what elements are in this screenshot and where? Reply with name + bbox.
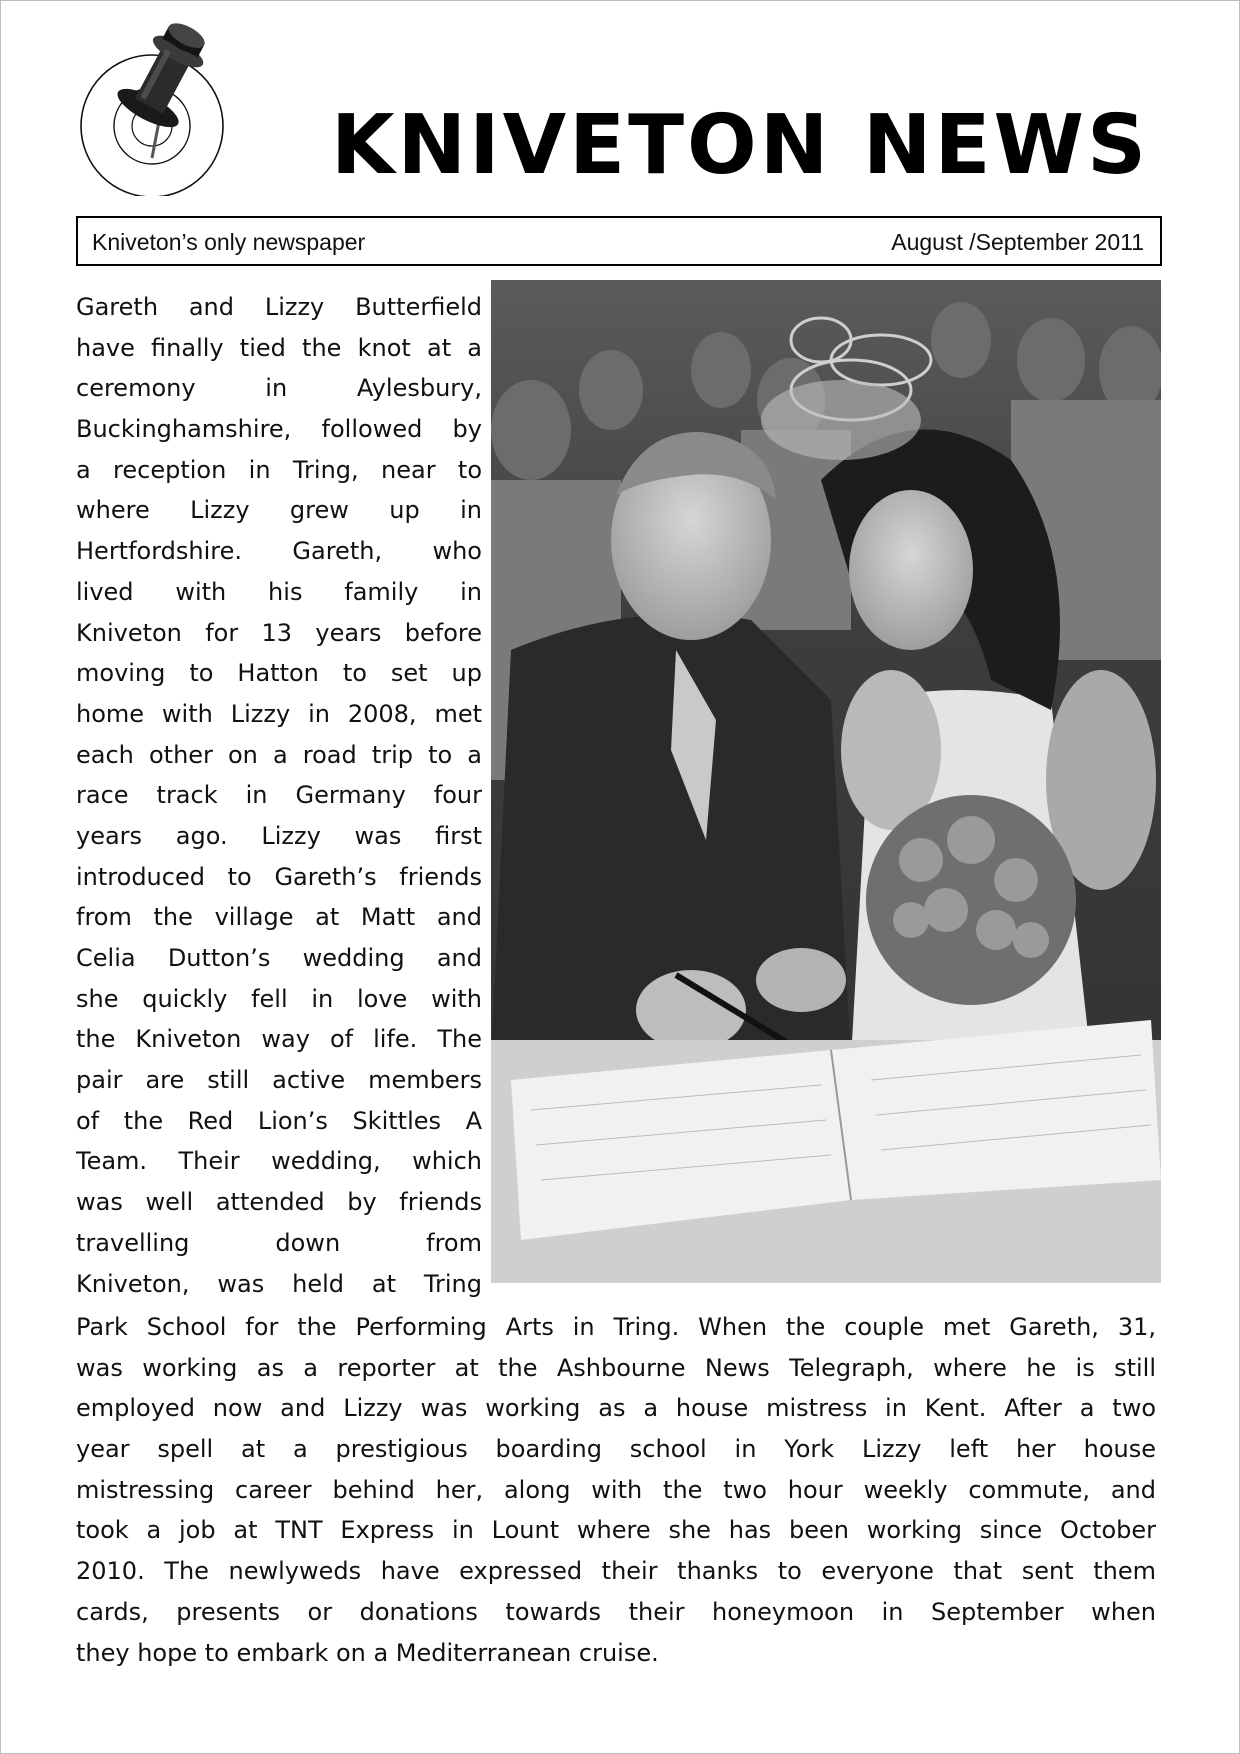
- article-line: 2010. The newlyweds have expressed their thanks to everyone that sent them: [76, 1557, 1156, 1586]
- wedding-photo: [491, 280, 1161, 1283]
- article-line: where Lizzy grew up in: [76, 496, 482, 525]
- article-line: took a job at TNT Express in Lount where she has been working since October: [76, 1516, 1156, 1545]
- article-line: from the village at Matt and: [76, 903, 482, 932]
- article-line: each other on a road trip to a: [76, 740, 482, 769]
- article-line: pair are still active members: [76, 1066, 482, 1095]
- article-line: Kniveton for 13 years before: [76, 618, 482, 647]
- masthead-title: KNIVETON NEWS: [330, 98, 1150, 193]
- article-line: Hertfordshire. Gareth, who: [76, 537, 482, 566]
- article-line: mistressing career behind her, along with the two hour weekly commute, and: [76, 1475, 1156, 1504]
- article-line: Kniveton, was held at Tring: [76, 1269, 482, 1298]
- pushpin-icon: [72, 8, 232, 196]
- article-line: they hope to embark on a Mediterranean cruise.: [76, 1638, 659, 1667]
- article-line: employed now and Lizzy was working as a house mistress in Kent. After a two: [76, 1394, 1156, 1423]
- article-line: ceremony in Aylesbury,: [76, 374, 482, 403]
- article-line: Buckinghamshire, followed by: [76, 415, 482, 444]
- article-continuation: [76, 1307, 1156, 1673]
- masthead-strap: [76, 216, 1162, 266]
- article-line: was well attended by friends: [76, 1188, 482, 1217]
- article-line: home with Lizzy in 2008, met: [76, 699, 482, 728]
- article-line: years ago. Lizzy was first: [76, 821, 482, 850]
- article-line: introduced to Gareth’s friends: [76, 862, 482, 891]
- article-line: race track in Germany four: [76, 781, 482, 810]
- article-line: cards, presents or donations towards their honeymoon in September when: [76, 1597, 1156, 1626]
- article-line: the Kniveton way of life. The: [76, 1025, 482, 1054]
- article-line: moving to Hatton to set up: [76, 659, 482, 688]
- article-line: have finally tied the knot at a: [76, 333, 482, 362]
- article-line: lived with his family in: [76, 577, 482, 606]
- article-column: [76, 287, 482, 1304]
- article-line: a reception in Tring, near to: [76, 455, 482, 484]
- tagline: Kniveton’s only newspaper: [92, 229, 366, 255]
- article-line: travelling down from: [76, 1228, 482, 1257]
- article-line: of the Red Lion’s Skittles A: [76, 1106, 482, 1135]
- article-line: was working as a reporter at the Ashbourne News Telegraph, where he is still: [76, 1353, 1156, 1382]
- article-line: Gareth and Lizzy Butterfield: [76, 293, 482, 321]
- article-line: year spell at a prestigious boarding school in York Lizzy left her house: [76, 1435, 1156, 1464]
- article-line: Team. Their wedding, which: [76, 1147, 482, 1176]
- issue-date: August /September 2011: [891, 229, 1144, 255]
- article-line: Park School for the Performing Arts in Tring. When the couple met Gareth, 31,: [76, 1313, 1156, 1341]
- article-line: she quickly fell in love with: [76, 984, 482, 1013]
- article-line: Celia Dutton’s wedding and: [76, 944, 482, 972]
